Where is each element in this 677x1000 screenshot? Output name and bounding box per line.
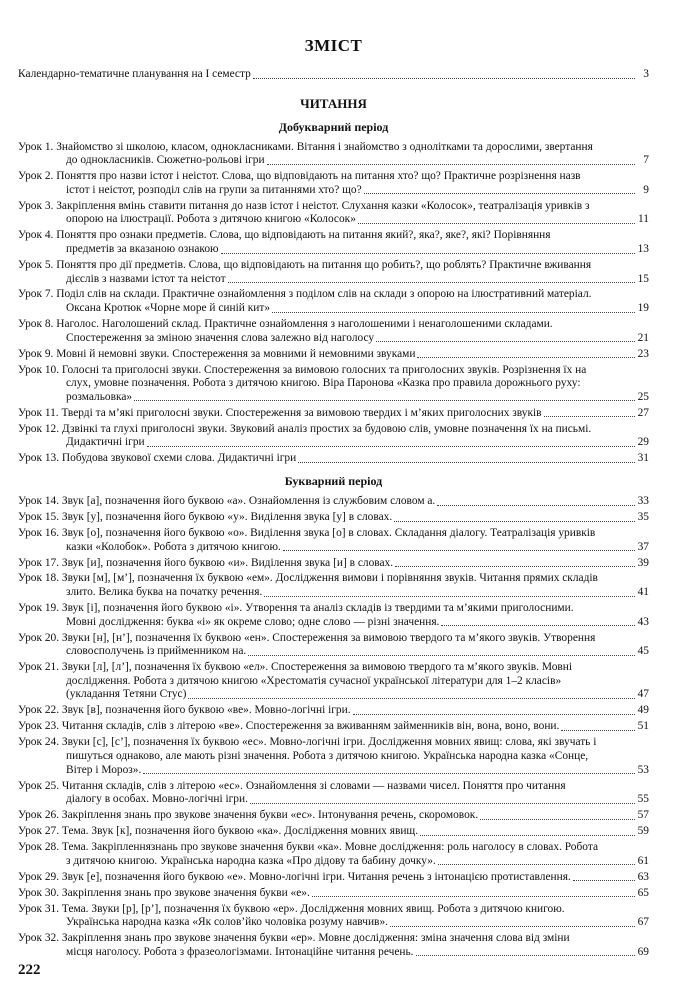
toc-entry bbox=[18, 200, 649, 227]
toc-entry bbox=[18, 809, 649, 823]
toc-entry-line: Урок 11. Тверді та м’які приголосні звуки. Спостереження за вимовою твердих і м’яких приголосних звуків bbox=[18, 406, 542, 419]
toc-entry bbox=[18, 511, 649, 525]
toc-page-ref: 57 bbox=[637, 809, 649, 822]
toc-entry-line: Урок 14. Звук [а], позначення його буквою «а». Ознайомлення із службовим словом а. bbox=[18, 494, 436, 507]
toc-entry bbox=[18, 495, 649, 509]
leader-dots bbox=[228, 282, 635, 283]
toc-entry-line: місця наголосу. Робота з фразеологізмами. Інтонаційне читання речень. bbox=[66, 945, 414, 958]
toc-entry bbox=[18, 348, 649, 362]
toc-entry-line: Урок 32. Закріплення знань про звукове значення букви «ер». Мовне дослідження: зміна значення слова від зміни bbox=[18, 932, 570, 945]
toc-entry-line: Урок 5. Поняття про дії предметів. Слова, що відповідають на питання що робить?, що роблять? Практичне вживання bbox=[18, 258, 592, 271]
toc-entry-line: Урок 10. Голосні та приголосні звуки. Спостереження за вимовою голосних та приголосних звуків. Розрізнення їх на bbox=[18, 363, 587, 376]
toc-page-ref: 43 bbox=[637, 615, 649, 628]
toc-page-ref: 31 bbox=[637, 452, 649, 465]
toc-page-ref: 21 bbox=[637, 331, 649, 344]
toc-entry bbox=[18, 736, 649, 777]
toc-entry-line: Урок 20. Звуки [н], [н’], позначення їх буквою «ен». Спостереження за вимовою твердого та м’якого звуків. Утворення bbox=[18, 631, 596, 644]
toc-page-ref: 55 bbox=[637, 793, 649, 806]
toc-entry bbox=[18, 887, 649, 901]
toc-page-ref: 25 bbox=[637, 390, 649, 403]
toc-entry bbox=[18, 288, 649, 315]
leader-dots bbox=[272, 312, 635, 313]
toc-entry-line: Урок 18. Звуки [м], [м’], позначення їх буквою «ем». Дослідження вимови і порівняння звуків. Читання прямих складів bbox=[18, 572, 598, 585]
toc-entry-line: з дитячою книгою. Українська народна казка «Про дідову та бабину дочку». bbox=[66, 854, 436, 867]
toc-entry-line: дослідження. Робота з дитячою книгою «Хрестоматія сучасної української літератури для 1–2 класів» bbox=[66, 674, 562, 687]
toc-entry bbox=[18, 720, 649, 734]
toc-intro-entry bbox=[18, 68, 649, 82]
toc-entry bbox=[18, 871, 649, 885]
toc-entry bbox=[18, 170, 649, 197]
period-title: Букварний період bbox=[284, 473, 383, 488]
toc-page-ref: 69 bbox=[637, 945, 649, 958]
toc-entry-line: словосполучень із прийменником на. bbox=[66, 645, 247, 658]
toc-entry bbox=[18, 780, 649, 807]
toc-entry-line: Урок 25. Читання складів, слів з літерою «ес». Ознайомлення зі словами — назвами чисел. Поняття про читання bbox=[18, 779, 566, 792]
period-title: Добукварний період bbox=[278, 119, 389, 134]
toc-entry-line: Урок 22. Звук [в], позначення його буквою «ве». Мовно-логічні ігри. bbox=[18, 704, 351, 717]
leader-dots bbox=[312, 896, 635, 897]
toc-page-ref: 45 bbox=[637, 645, 649, 658]
periods-container bbox=[18, 120, 649, 960]
toc-entry bbox=[18, 825, 649, 839]
toc-page-ref: 29 bbox=[637, 436, 649, 449]
leader-dots bbox=[437, 505, 635, 506]
leader-dots bbox=[358, 223, 635, 224]
toc-entry-line: Урок 29. Звук [е], позначення його буквою «е». Мовно-логічні ігри. Читання речень з інтонацією протиставлення. bbox=[18, 870, 571, 883]
toc-entry-line: Урок 30. Закріплення знань про звукове значення букви «е». bbox=[18, 886, 310, 899]
leader-dots bbox=[353, 714, 635, 715]
toc-entry-line: Урок 4. Поняття про ознаки предметів. Слова, що відповідають на питання який?, яка?, яке?, які? Порівняння bbox=[18, 229, 551, 242]
leader-dots bbox=[394, 521, 635, 522]
toc-entry-line: істот і неістот, розподіл слів на групи за питаннями хто? що? bbox=[66, 183, 362, 196]
toc-entry bbox=[18, 527, 649, 554]
toc-entry-line: Урок 31. Тема. Звуки [р], [р’], позначення їх буквою «ер». Дослідження мовних явищ. Робота з дитячою книгою. bbox=[18, 902, 565, 915]
toc-entry bbox=[18, 632, 649, 659]
leader-dots bbox=[420, 835, 635, 836]
toc-entry-line: Урок 2. Поняття про назви істот і неістот. Слова, що відповідають на питання хто? що? Практичне розрізнення назв bbox=[18, 170, 581, 183]
toc-entry bbox=[18, 704, 649, 718]
toc-entry bbox=[18, 661, 649, 702]
leader-dots bbox=[561, 730, 635, 731]
leader-dots bbox=[390, 926, 635, 927]
toc-entry-line: Урок 12. Дзвінкі та глухі приголосні звуки. Звуковий аналіз простих за будовою слів, умовне позначення їх на письмі. bbox=[18, 422, 592, 435]
toc-entry-line: Дидактичні ігри bbox=[66, 436, 145, 449]
toc-entry bbox=[18, 452, 649, 466]
toc-entry-line: Урок 16. Звук [о], позначення його буквою «о». Виділення звука [о] в словах. Складання діалогу. Театралізація уривків bbox=[18, 526, 596, 539]
leader-dots bbox=[253, 78, 635, 79]
leader-dots bbox=[416, 955, 635, 956]
toc-entry bbox=[18, 557, 649, 571]
toc-page-ref: 51 bbox=[637, 720, 649, 733]
leader-dots bbox=[221, 253, 635, 254]
leader-dots bbox=[364, 193, 635, 194]
toc-entry bbox=[18, 141, 649, 168]
toc-page-ref: 49 bbox=[637, 704, 649, 717]
leader-dots bbox=[441, 625, 635, 626]
toc-entry-line: Урок 27. Тема. Звук [к], позначення його буквою «ка». Дослідження мовних явищ. bbox=[18, 825, 419, 838]
toc-page-ref: 15 bbox=[637, 272, 649, 285]
toc-entry bbox=[18, 903, 649, 930]
toc-entry-line: предметів за вказаною ознакою bbox=[66, 242, 219, 255]
toc-entry bbox=[18, 318, 649, 345]
toc-entry-line: Урок 17. Звук [и], позначення його буквою «и». Виділення звука [и] в словах. bbox=[18, 556, 394, 569]
toc-entry-line: Урок 23. Читання складів, слів з літерою «ве». Спостереження за вживанням займенників він, вона, воно, вони. bbox=[18, 720, 560, 733]
toc-entry bbox=[18, 932, 649, 959]
toc-entry bbox=[18, 259, 649, 286]
toc-entry-line: Урок 13. Побудова звукової схеми слова. Дидактичні ігри bbox=[18, 452, 297, 465]
leader-dots bbox=[395, 566, 635, 567]
page-number: 222 bbox=[18, 962, 41, 978]
toc-entry-line: до однокласників. Сюжетно-рольові ігри bbox=[66, 154, 265, 167]
toc-page-ref: 65 bbox=[637, 886, 649, 899]
toc-entry-line: слух, умовне позначення. Робота з дитячою книгою. Віра Паронова «Казка про правила дорожнього руху: bbox=[66, 377, 581, 390]
toc-entry-line: Оксана Кротюк «Чорне море й синій кит» bbox=[66, 302, 271, 315]
leader-dots bbox=[250, 803, 635, 804]
toc-entry-line: Урок 28. Тема. Закріпленнязнань про звукове значення букви «ка». Мовне дослідження: роль наголосу в словах. Робота bbox=[18, 841, 599, 854]
toc-entry-line: розмальовка» bbox=[66, 390, 133, 403]
toc-entry-line: пишуться однаково, але мають різні значення. Робота з дитячою книгою. Українська народна казка «Сонце, bbox=[66, 749, 589, 762]
leader-dots bbox=[283, 550, 635, 551]
toc-page-ref: 7 bbox=[643, 154, 649, 167]
toc-page-ref: 53 bbox=[637, 763, 649, 776]
toc-page-ref: 35 bbox=[637, 510, 649, 523]
toc-page-ref: 9 bbox=[643, 183, 649, 196]
toc-page-ref: 47 bbox=[637, 688, 649, 701]
toc-intro-text: Календарно-тематичне планування на І семестр bbox=[18, 68, 251, 80]
toc-entry-line: Урок 26. Закріплення знань про звукове значення букви «ес». Інтонування речень, скоромовок. bbox=[18, 809, 479, 822]
toc-page-ref: 41 bbox=[637, 586, 649, 599]
leader-dots bbox=[264, 596, 635, 597]
toc-page-ref: 23 bbox=[637, 347, 649, 360]
toc-entry-line: (укладання Тетяни Стус) bbox=[66, 688, 187, 701]
leader-dots bbox=[267, 164, 635, 165]
toc-page-ref: 27 bbox=[637, 406, 649, 419]
toc-entry-line: Урок 24. Звуки [с], [с’], позначення їх буквою «ес». Мовно-логічні ігри. Дослідження мовних явищ: слова, які звучать і bbox=[18, 736, 597, 749]
toc-entry-line: злито. Велика буква на початку речення. bbox=[66, 586, 263, 599]
leader-dots bbox=[134, 400, 635, 401]
leader-dots bbox=[143, 773, 635, 774]
page-title: ЗМІСТ bbox=[304, 36, 363, 55]
leader-dots bbox=[438, 864, 635, 865]
toc-entry bbox=[18, 602, 649, 629]
toc-page-ref: 61 bbox=[637, 854, 649, 867]
toc-entry-line: Урок 3. Закріплення вмінь ставити питання до назв істот і неістот. Слухання казки «Колосок», театралізація уривків з bbox=[18, 199, 590, 212]
toc-entry-line: дієслів з назвами істот та неістот bbox=[66, 272, 226, 285]
toc-entry-line: опорою на ілюстрації. Робота з дитячою книгою «Колосок» bbox=[66, 213, 356, 226]
toc-page-ref: 11 bbox=[638, 213, 649, 226]
toc-entry-line: Урок 19. Звук [і], позначення його буквою «і». Утворення та аналіз складів із твердими та м’якими приголосними. bbox=[18, 602, 574, 615]
toc-entry-line: Мовні дослідження: буква «і» як окреме слово; одне слово — різні значення. bbox=[66, 615, 440, 628]
toc-entry-line: діалогу в особах. Мовно-логічні ігри. bbox=[66, 793, 248, 806]
leader-dots bbox=[376, 341, 635, 342]
toc-entry-line: Урок 7. Поділ слів на склади. Практичне ознайомлення з поділом слів на склади з опорою на ілюстративний матеріал. bbox=[18, 288, 592, 301]
toc-entry bbox=[18, 423, 649, 450]
leader-dots bbox=[573, 880, 635, 881]
toc-entry-line: Вітер і Мороз». bbox=[66, 763, 142, 776]
toc-page-ref: 13 bbox=[637, 242, 649, 255]
toc-entry-line: Урок 1. Знайомство зі школою, класом, однокласниками. Вітання і знайомство з однолітками та дорослими, звертання bbox=[18, 140, 593, 153]
toc-entry bbox=[18, 407, 649, 421]
toc-page-ref: 67 bbox=[637, 916, 649, 929]
leader-dots bbox=[417, 357, 635, 358]
toc-entry-line: Урок 9. Мовні й немовні звуки. Спостереження за мовними й немовними звуками bbox=[18, 347, 416, 360]
toc-page-ref: 39 bbox=[637, 556, 649, 569]
toc-entry-line: Спостереження за зміною значення слова залежно від наголосу bbox=[66, 331, 375, 344]
toc-page-ref: 63 bbox=[637, 870, 649, 883]
toc-page-ref: 59 bbox=[637, 825, 649, 838]
leader-dots bbox=[544, 416, 635, 417]
leader-dots bbox=[188, 698, 635, 699]
leader-dots bbox=[248, 655, 635, 656]
toc-page-ref: 19 bbox=[637, 302, 649, 315]
toc-page-ref: 33 bbox=[637, 494, 649, 507]
toc-page-ref: 3 bbox=[643, 68, 649, 80]
section-title: ЧИТАННЯ bbox=[300, 95, 367, 111]
toc-page-ref: 37 bbox=[637, 540, 649, 553]
toc-entry bbox=[18, 841, 649, 868]
leader-dots bbox=[480, 819, 635, 820]
toc-entry bbox=[18, 229, 649, 256]
toc-entry-line: казки «Колобок». Робота з дитячою книгою. bbox=[66, 540, 281, 553]
leader-dots bbox=[147, 446, 635, 447]
toc-entry-line: Урок 21. Звуки [л], [л’], позначення їх буквою «ел». Спостереження за вимовою твердого та м’якого звуків. Мовні bbox=[18, 661, 573, 674]
toc-entry-line: Українська народна казка «Як солов’йко чоловіка розуму навчив». bbox=[66, 916, 388, 929]
toc-entry bbox=[18, 572, 649, 599]
leader-dots bbox=[298, 462, 635, 463]
toc-entry bbox=[18, 364, 649, 405]
toc-entry-line: Урок 8. Наголос. Наголошений склад. Практичне ознайомлення з наголошеними і ненаголошеними складами. bbox=[18, 318, 553, 331]
toc-entry-line: Урок 15. Звук [у], позначення його буквою «у». Виділення звука [у] в словах. bbox=[18, 510, 393, 523]
